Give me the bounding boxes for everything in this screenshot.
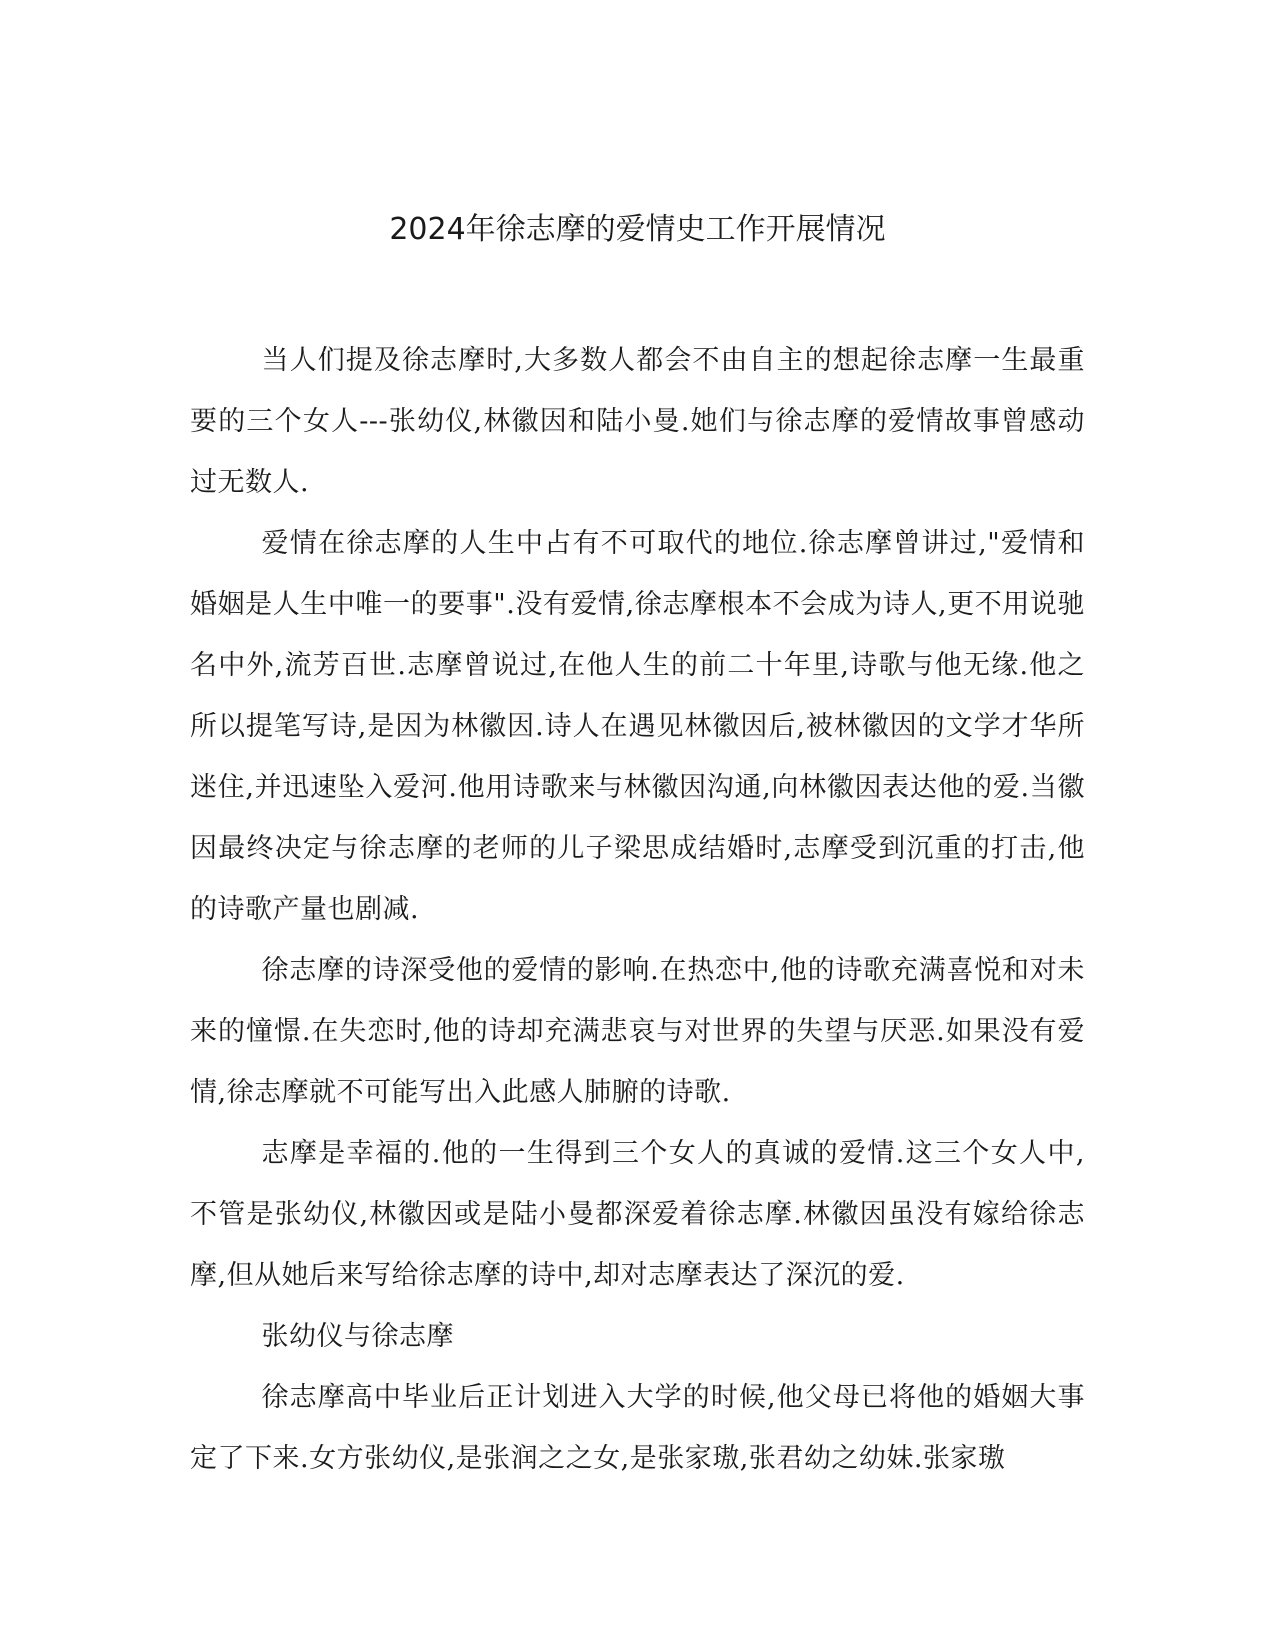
- paragraph-intro: 当人们提及徐志摩时,大多数人都会不由自主的想起徐志摩一生最重要的三个女人---张幼仪,林徽因和陆小曼.她们与徐志摩的爱情故事曾感动过无数人.: [190, 345, 1085, 498]
- document-title: 2024年徐志摩的爱情史工作开展情况: [389, 212, 886, 247]
- paragraph-love-status: 爱情在徐志摩的人生中占有不可取代的地位.徐志摩曾讲过,"爱情和婚姻是人生中唯一的要事".没有爱情,徐志摩根本不会成为诗人,更不用说驰名中外,流芳百世.志摩曾说过,在他人生的前二十年里,诗歌与他无缘.他之所以提笔写诗,是因为林徽因.诗人在遇见林徽因后,被林徽因的文学才华所迷住,并迅速坠入爱河.他用诗歌来与林徽因沟通,向林徽因表达他的爱.当徽因最终决定与徐志摩的老师的儿子梁思成结婚时,志摩受到沉重的打击,他的诗歌产量也剧减.: [190, 528, 1085, 925]
- paragraph-poetry-influence: 徐志摩的诗深受他的爱情的影响.在热恋中,他的诗歌充满喜悦和对未来的憧憬.在失恋时,他的诗却充满悲哀与对世界的失望与厌恶.如果没有爱情,徐志摩就不可能写出入此感人肺腑的诗歌.: [190, 955, 1085, 1108]
- paragraph-three-women: 志摩是幸福的.他的一生得到三个女人的真诚的爱情.这三个女人中,不管是张幼仪,林徽因或是陆小曼都深爱着徐志摩.林徽因虽没有嫁给徐志摩,但从她后来写给徐志摩的诗中,却对志摩表达了深沉的爱.: [190, 1138, 1085, 1291]
- document-body: [190, 330, 1085, 1489]
- paragraph-marriage: 徐志摩高中毕业后正计划进入大学的时候,他父母已将他的婚姻大事定了下来.女方张幼仪,是张润之之女,是张家璈,张君幼之幼妹.张家璈: [190, 1382, 1085, 1474]
- section-heading-zhang-youyi: 张幼仪与徐志摩: [261, 1321, 455, 1352]
